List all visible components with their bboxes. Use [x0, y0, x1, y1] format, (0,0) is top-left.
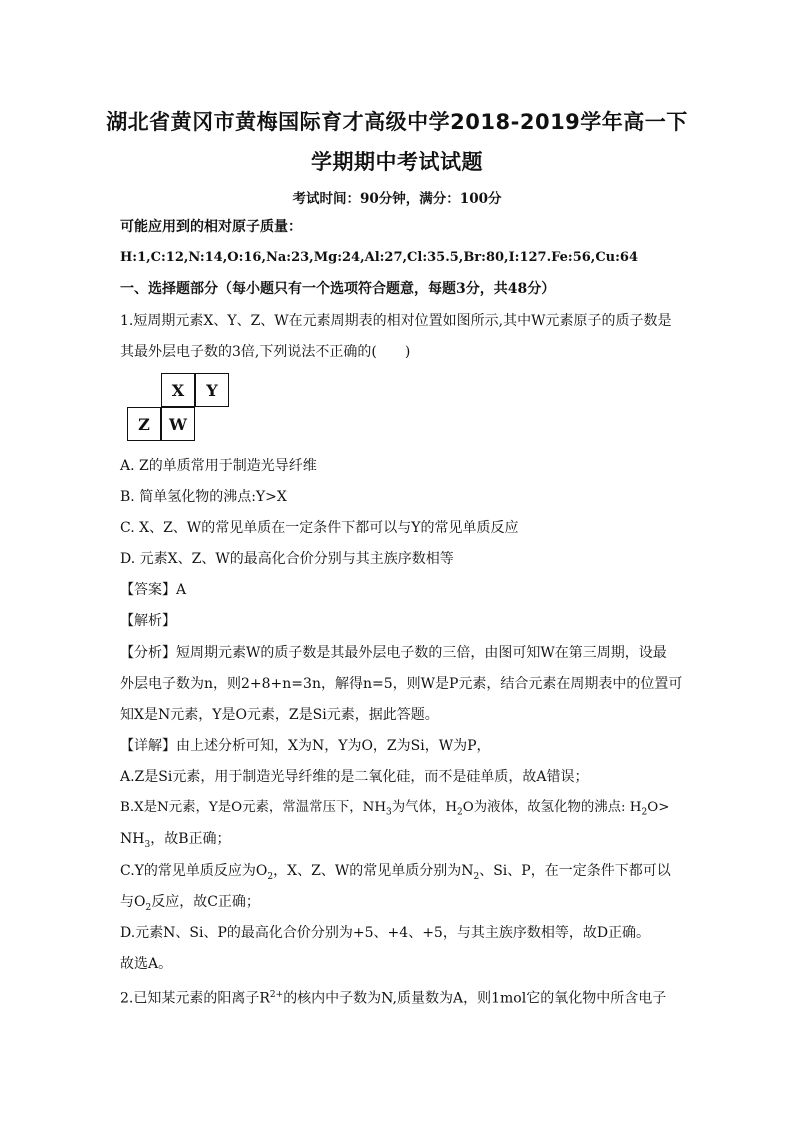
q1-option-a: A. Z的单质常用于制造光导纤维 — [120, 458, 317, 474]
q1-stem-line2: 其最外层电子数的3倍,下列说法不正确的( ) — [120, 344, 411, 360]
q1-detail-b-line2: $NH_3$，故B正确； — [120, 831, 231, 850]
q1-explain-heading: 【解析】 — [120, 613, 176, 629]
q2-stem: 2.已知某元素的阳离子$R^{2+}$的核内中子数为N,质量数为A，则1mol它的氧化物中所含电子 — [120, 990, 667, 1007]
q1-detail-intro: 【详解】由上述分析可知，X为N，Y为O，Z为Si，W为P， — [120, 738, 491, 754]
cell-w: W — [161, 407, 195, 441]
periodic-table-fragment — [124, 373, 234, 445]
q1-detail-a: A.Z是Si元素，用于制造光导纤维的是二氧化硅，而不是硅单质，故A错误； — [120, 769, 589, 785]
q1-analysis-line3: 知X是N元素，Y是O元素，Z是Si元素，据此答题。 — [120, 707, 439, 723]
document-title-line1: 湖北省黄冈市黄梅国际育才高级中学2018-2019学年高一下 — [106, 110, 688, 134]
q1-detail-c-line1: C.Y的常见单质反应为$O_2$，X、Z、W的常见单质分别为$N_2$、Si、P，在一定条件下都可以 — [120, 863, 671, 882]
q1-analysis-line2: 外层电子数为n，则2+8+n=3n，解得n=5，则W是P元素，结合元素在周期表中的位置可 — [120, 676, 683, 692]
q1-option-c: C. X、Z、W的常见单质在一定条件下都可以与Y的常见单质反应 — [120, 520, 519, 536]
q1-option-d: D. 元素X、Z、W的最高化合价分别与其主族序数相等 — [120, 551, 454, 567]
q1-conclusion: 故选A。 — [120, 956, 173, 972]
q1-detail-c-line2: 与$O_2$反应，故C正确； — [120, 894, 260, 913]
section-heading: 一、选择题部分（每小题只有一个选项符合题意，每题3分，共48分） — [120, 281, 556, 297]
q1-answer: 【答案】A — [120, 582, 187, 598]
cell-y: Y — [195, 373, 229, 407]
q1-detail-d: D.元素N、Si、P的最高化合价分别为+5、+4、+5，与其主族序数相等，故D正确。 — [120, 925, 651, 941]
exam-info: 考试时间：90分钟，满分：100分 — [292, 191, 502, 207]
q1-stem-line1: 1.短周期元素X、Y、Z、W在元素周期表的相对位置如图所示,其中W元素原子的质子数是 — [120, 313, 672, 329]
cell-z: Z — [127, 407, 161, 441]
q1-analysis-line1: 【分析】短周期元素W的质子数是其最外层电子数的三倍，由图可知W在第三周期，设最 — [120, 645, 667, 661]
atomic-mass-values: H:1,C:12,N:14,O:16,Na:23,Mg:24,Al:27,Cl:35.5,Br:80,I:127.Fe:56,Cu:64 — [120, 250, 639, 265]
q1-detail-b-line1: B.X是N元素，Y是O元素，常温常压下，$NH_3$为气体，$H_2O$为液体，故氢化物的沸点: $H_2O>$ — [120, 800, 670, 818]
document-title-line2: 学期期中考试试题 — [311, 150, 483, 174]
atomic-mass-label: 可能应用到的相对原子质量： — [120, 219, 302, 235]
cell-x: X — [161, 373, 195, 407]
q1-option-b: B. 简单氢化物的沸点:Y>X — [120, 489, 287, 505]
